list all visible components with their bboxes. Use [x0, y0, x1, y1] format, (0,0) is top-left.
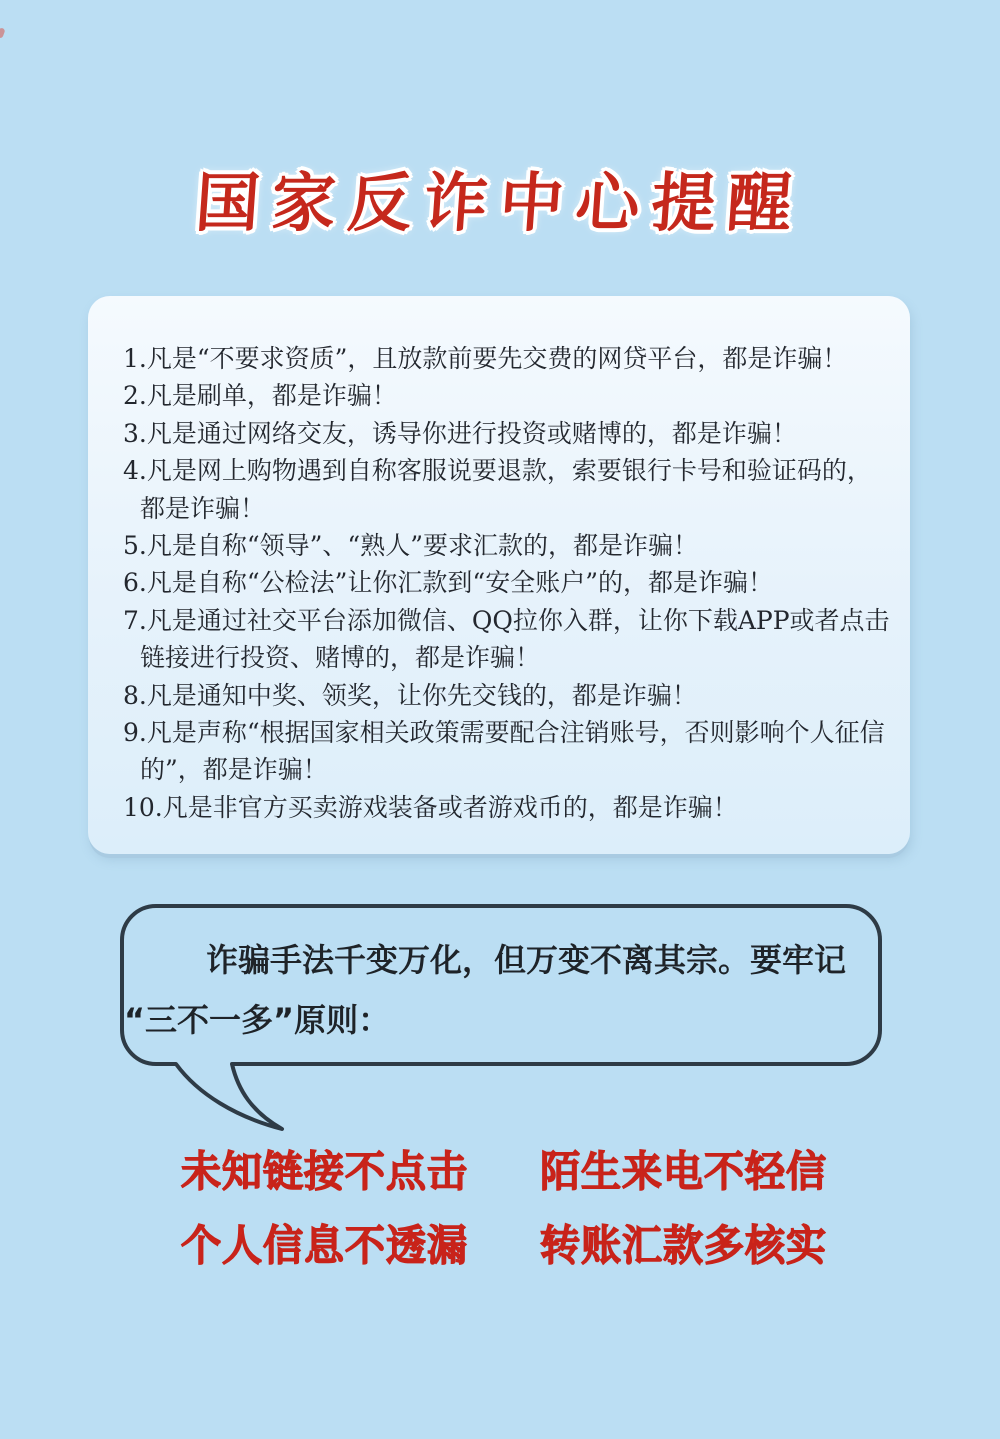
- list-item: 2.凡是刷单，都是诈骗！: [123, 381, 397, 411]
- slogan-personal-info: 个人信息不透漏: [181, 1222, 468, 1271]
- page-title: 国家反诈中心提醒: [192, 166, 807, 241]
- slogan-row: [181, 1214, 827, 1271]
- list-item: 9.凡是声称“根据国家相关政策需要配合注销账号，否则影响个人征信: [123, 717, 885, 747]
- bubble-line-1: 诈骗手法千变万化，但万变不离其宗。要牢记: [206, 941, 847, 979]
- bubble-line-2: “三不一多”原则：: [124, 1001, 391, 1039]
- slogan-grid: [181, 1140, 827, 1288]
- list-item: 6.凡是自称“公检法”让你汇款到“安全账户”的，都是诈骗！: [123, 568, 773, 598]
- speech-bubble-text: [124, 930, 864, 1050]
- slogan-stranger-calls: 陌生来电不轻信: [540, 1148, 827, 1197]
- list-item: 3.凡是通过网络交友，诱导你进行投资或赌博的，都是诈骗！: [123, 418, 797, 448]
- list-item: 10.凡是非官方买卖游戏装备或者游戏币的，都是诈骗！: [123, 792, 738, 822]
- edge-artifact: [0, 27, 6, 38]
- slogan-verify-transfer: 转账汇款多核实: [540, 1222, 827, 1271]
- list-item: 7.凡是通过社交平台添加微信、QQ拉你入群，让你下载APP或者点击: [123, 605, 890, 635]
- list-item: 4.凡是网上购物遇到自称客服说要退款，索要银行卡号和验证码的，: [123, 456, 872, 486]
- list-item-continuation: 链接进行投资、赌博的，都是诈骗！: [140, 643, 541, 673]
- list-item: 8.凡是通知中奖、领奖，让你先交钱的，都是诈骗！: [123, 680, 697, 710]
- slogan-row: [181, 1140, 827, 1197]
- fraud-warning-list: [123, 340, 890, 826]
- list-item-continuation: 的”，都是诈骗！: [140, 755, 328, 785]
- slogan-unknown-links: 未知链接不点击: [181, 1148, 468, 1197]
- list-item: 1.凡是“不要求资质”，且放款前要先交费的网贷平台，都是诈骗！: [123, 344, 848, 373]
- list-item-continuation: 都是诈骗！: [140, 493, 266, 523]
- list-item: 5.凡是自称“领导”、“熟人”要求汇款的，都是诈骗！: [123, 530, 698, 560]
- fraud-warning-card: [88, 296, 910, 854]
